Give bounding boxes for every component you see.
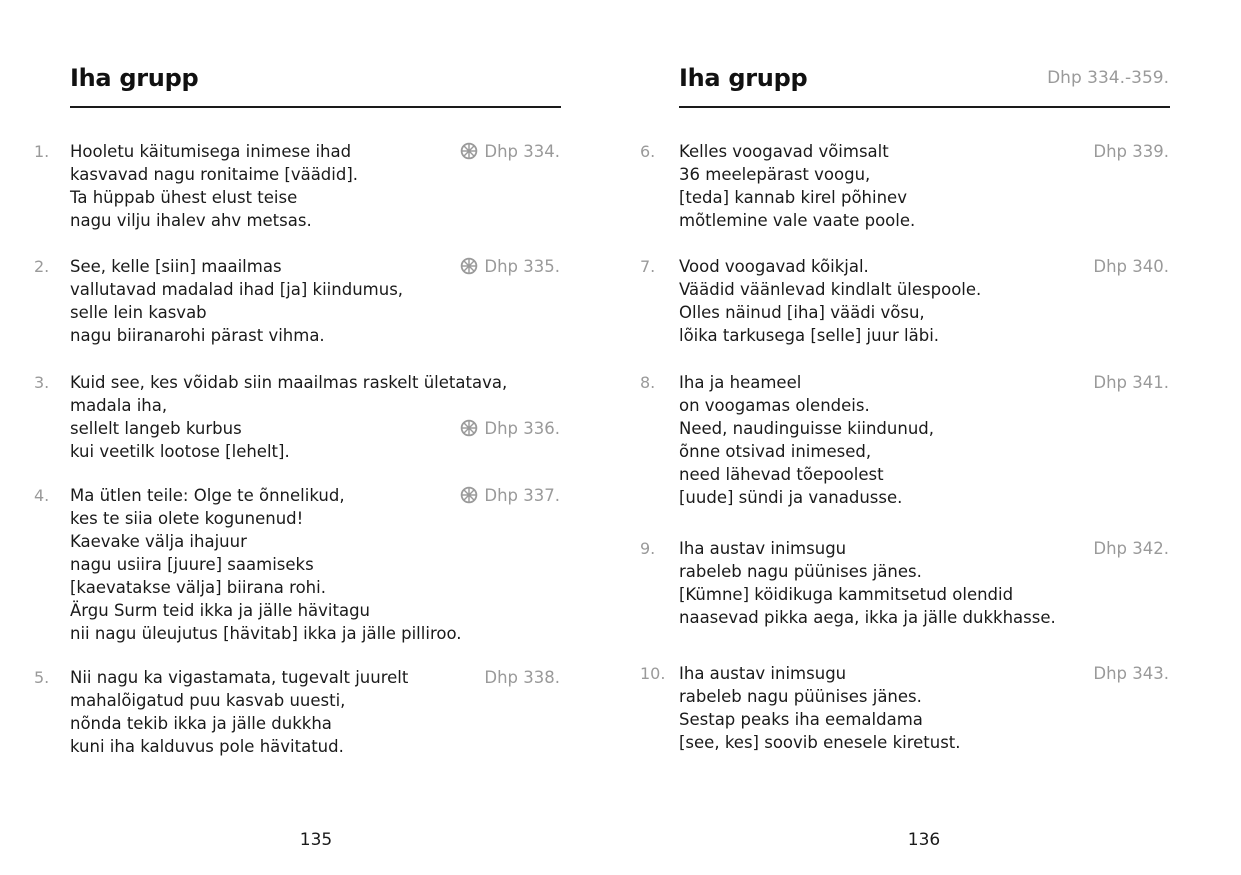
page-number: 135 — [299, 830, 333, 850]
verse-text — [679, 537, 1056, 629]
verse-line: nagu biiranarohi pärast vihma. — [70, 326, 325, 345]
verse-text — [679, 255, 981, 347]
verse-line: mahalõigatud puu kasvab uuesti, — [70, 691, 346, 710]
dhp-reference-label: Dhp 336. — [484, 419, 560, 438]
verse-line: Need, naudinguisse kiindunud, — [679, 419, 935, 438]
dhp-reference — [460, 255, 560, 278]
verse-text — [70, 371, 507, 463]
verse-number: 6. — [640, 142, 656, 161]
verse-line: kui veetilk lootose [lehelt]. — [70, 442, 290, 461]
verse-number: 3. — [34, 373, 50, 392]
verse-line: nii nagu üleujutus [hävitab] ikka ja jälle pilliroo. — [70, 624, 462, 643]
dhp-reference-label: Dhp 338. — [484, 668, 560, 687]
verse-number: 7. — [640, 257, 656, 276]
verse-line: on voogamas olendeis. — [679, 396, 870, 415]
verse-line: kuni iha kalduvus pole hävitatud. — [70, 737, 344, 756]
verse-number: 9. — [640, 539, 656, 558]
verse-line: õnne otsivad inimesed, — [679, 442, 872, 461]
verse-text — [70, 255, 403, 347]
dharma-wheel-icon — [460, 419, 478, 437]
header-reference: Dhp 334.-359. — [1047, 68, 1169, 88]
verse-line: selle lein kasvab — [70, 303, 207, 322]
verse-text — [70, 666, 408, 758]
dhp-reference-label: Dhp 341. — [1093, 373, 1169, 392]
verse-line: kes te siia olete kogunenud! — [70, 509, 304, 528]
verse-text — [70, 140, 358, 232]
verse-line: naasevad pikka aega, ikka ja jälle dukkhasse. — [679, 608, 1056, 627]
verse-number: 1. — [34, 142, 50, 161]
dhp-reference — [1093, 537, 1169, 560]
dhp-reference — [460, 417, 560, 440]
dhp-reference — [1093, 662, 1169, 685]
dhp-reference-label: Dhp 342. — [1093, 539, 1169, 558]
verse-line: Hooletu käitumisega inimese ihad — [70, 142, 352, 161]
verse-line: nagu vilju ihalev ahv metsas. — [70, 211, 312, 230]
verse-line: 36 meelepärast voogu, — [679, 165, 871, 184]
page-title: Iha grupp — [70, 64, 199, 92]
dhp-reference — [1093, 371, 1169, 394]
left-page — [0, 0, 620, 875]
dharma-wheel-icon — [460, 486, 478, 504]
verse-line: Vood voogavad kõikjal. — [679, 257, 869, 276]
verse-line: rabeleb nagu püünises jänes. — [679, 562, 922, 581]
verse-line: Ma ütlen teile: Olge te õnnelikud, — [70, 486, 345, 505]
dhp-reference — [460, 484, 560, 507]
page-number: 136 — [907, 830, 941, 850]
verse-line: Iha ja heameel — [679, 373, 802, 392]
verse-line: Kelles voogavad võimsalt — [679, 142, 889, 161]
verse-line: Olles näinud [iha] väädi võsu, — [679, 303, 925, 322]
verse-number: 10. — [640, 664, 666, 683]
page-title: Iha grupp — [679, 64, 808, 92]
dhp-reference-label: Dhp 337. — [484, 486, 560, 505]
dhp-reference-label: Dhp 343. — [1093, 664, 1169, 683]
verse-text — [679, 662, 961, 754]
right-page — [620, 0, 1241, 875]
verse-line: sellelt langeb kurbus — [70, 419, 242, 438]
verse-number: 4. — [34, 486, 50, 505]
verse-number: 2. — [34, 257, 50, 276]
verse-number: 5. — [34, 668, 50, 687]
dhp-reference — [460, 140, 560, 163]
dhp-reference — [484, 666, 560, 689]
verse-text — [679, 140, 915, 232]
verse-line: madala iha, — [70, 396, 168, 415]
verse-line: [kaevatakse välja] biirana rohi. — [70, 578, 326, 597]
dhp-reference — [1093, 255, 1169, 278]
verse-line: [teda] kannab kirel põhinev — [679, 188, 907, 207]
verse-line: Ärgu Surm teid ikka ja jälle hävitagu — [70, 601, 371, 620]
verse-line: Iha austav inimsugu — [679, 664, 847, 683]
verse-line: Sestap peaks iha eemaldama — [679, 710, 923, 729]
verse-number: 8. — [640, 373, 656, 392]
title-rule — [70, 106, 561, 108]
verse-line: nõnda tekib ikka ja jälle dukkha — [70, 714, 332, 733]
dharma-wheel-icon — [460, 257, 478, 275]
verse-line: rabeleb nagu püünises jänes. — [679, 687, 922, 706]
verse-line: lõika tarkusega [selle] juur läbi. — [679, 326, 940, 345]
verse-line: Ta hüppab ühest elust teise — [70, 188, 298, 207]
title-rule — [679, 106, 1170, 108]
dhp-reference-label: Dhp 334. — [484, 142, 560, 161]
verse-line: vallutavad madalad ihad [ja] kiindumus, — [70, 280, 404, 299]
verse-line: need lähevad tõepoolest — [679, 465, 884, 484]
dhp-reference-label: Dhp 335. — [484, 257, 560, 276]
verse-line: Kaevake välja ihajuur — [70, 532, 247, 551]
verse-line: [Kümne] köidikuga kammitsetud olendid — [679, 585, 1014, 604]
verse-text — [679, 371, 934, 509]
verse-line: Kuid see, kes võidab siin maailmas raskelt ületatava, — [70, 373, 508, 392]
verse-line: [uude] sündi ja vanadusse. — [679, 488, 903, 507]
verse-line: [see, kes] soovib enesele kiretust. — [679, 733, 961, 752]
dharma-wheel-icon — [460, 142, 478, 160]
verse-line: Nii nagu ka vigastamata, tugevalt juurelt — [70, 668, 409, 687]
verse-line: nagu usiira [juure] saamiseks — [70, 555, 314, 574]
dhp-reference-label: Dhp 339. — [1093, 142, 1169, 161]
verse-line: Iha austav inimsugu — [679, 539, 847, 558]
verse-line: Väädid väänlevad kindlalt ülespoole. — [679, 280, 982, 299]
dhp-reference-label: Dhp 340. — [1093, 257, 1169, 276]
verse-line: mõtlemine vale vaate poole. — [679, 211, 916, 230]
verse-text — [70, 484, 462, 645]
dhp-reference — [1093, 140, 1169, 163]
verse-line: kasvavad nagu ronitaime [väädid]. — [70, 165, 359, 184]
verse-line: See, kelle [siin] maailmas — [70, 257, 282, 276]
